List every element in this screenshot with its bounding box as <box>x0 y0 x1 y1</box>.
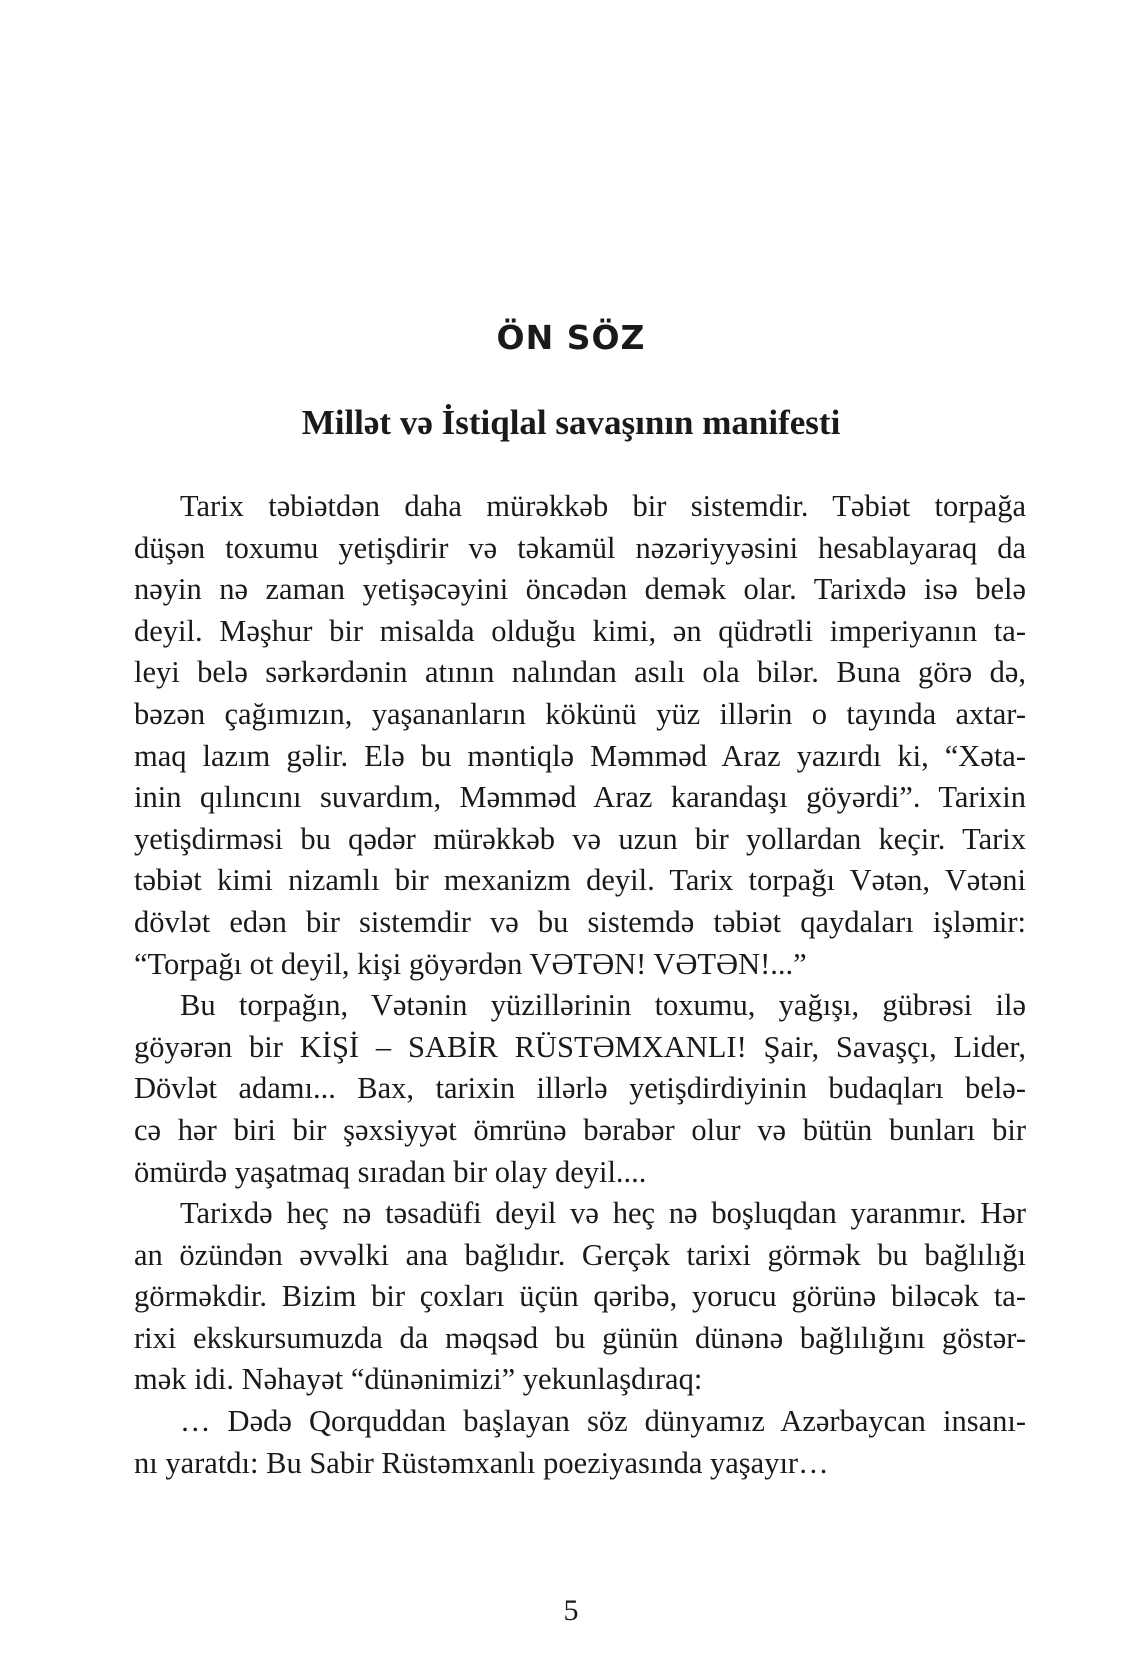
text-line: Tarix təbiətdən daha mürəkkəb bir sistemdir. Təbiət torpağa <box>180 489 1026 523</box>
page-number: 5 <box>563 1594 579 1627</box>
text-line: Tarixdə heç nə təsadüfi deyil və heç nə boşluqdan yaranmır. Hər <box>180 1196 1026 1231</box>
text-line: leyi belə sərkərdənin atının nalından asılı ola bilər. Buna görə də, <box>134 655 1026 690</box>
text-line: cə hər biri bir şəxsiyyət ömrünə bərabər olur və bütün bunları bir <box>134 1112 1026 1147</box>
text-line: maq lazım gəlir. Elə bu məntiqlə Məmməd Araz yazırdı ki, “Xəta- <box>134 738 1026 773</box>
text-line: deyil. Məşhur bir misalda olduğu kimi, ən qüdrətli imperiyanın ta- <box>134 613 1026 648</box>
text-line: Dövlət adamı... Bax, tarixin illərlə yetişdirdiyinin budaqları belə- <box>134 1071 1026 1106</box>
text-line: mək idi. Nəhayət “dünənimizi” yekunlaşdıraq: <box>134 1362 703 1397</box>
text-line: bəzən çağımızın, yaşananların kökünü yüz illərin o tayında axtar- <box>134 696 1026 731</box>
text-line: “Torpağı ot deyil, kişi göyərdən VƏTƏN! VƏTƏN!...” <box>134 946 807 981</box>
text-line: görməkdir. Bizim bir çoxları üçün qəribə, yorucu görünə biləcək ta- <box>134 1279 1026 1314</box>
text-line: rixi ekskursumuzda da məqsəd bu günün dünənə bağlılığını göstər- <box>134 1320 1026 1355</box>
text-line: yetişdirməsi bu qədər mürəkkəb və uzun bir yollardan keçir. Tarix <box>134 821 1026 856</box>
section-subtitle: Millət və İstiqlal savaşının manifesti <box>301 403 841 442</box>
body-text <box>134 486 1026 1484</box>
text-line: nı yaratdı: Bu Sabir Rüstəmxanlı poeziyasında yaşayır… <box>134 1445 829 1480</box>
text-line: … Dədə Qorquddan başlayan söz dünyamız Azərbaycan insanı- <box>180 1404 1026 1439</box>
text-line: Bu torpağın, Vətənin yüzillərinin toxumu, yağışı, gübrəsi ilə <box>180 988 1026 1023</box>
text-line: təbiət kimi nizamlı bir mexanizm deyil. Tarix torpağı Vətən, Vətəni <box>134 863 1026 898</box>
text-line: an özündən əvvəlki ana bağlıdır. Gerçək tarixi görmək bu bağlılığı <box>134 1237 1026 1272</box>
text-line: inin qılıncını suvardım, Məmməd Araz karandaşı göyərdi”. Tarixin <box>134 780 1026 815</box>
chapter-title: ÖN SÖZ <box>496 318 646 357</box>
text-line: göyərən bir KİŞİ – SABİR RÜSTƏMXANLI! Şair, Savaşçı, Lider, <box>134 1029 1026 1064</box>
text-line: dövlət edən bir sistemdir və bu sistemdə təbiət qaydaları işləmir: <box>134 904 1026 939</box>
text-line: düşən toxumu yetişdirir və təkamül nəzəriyyəsini hesablayaraq da <box>134 530 1026 565</box>
text-line: nəyin nə zaman yetişəcəyini öncədən demək olar. Tarixdə isə belə <box>134 572 1026 607</box>
text-line: ömürdə yaşatmaq sıradan bir olay deyil.... <box>134 1154 647 1189</box>
